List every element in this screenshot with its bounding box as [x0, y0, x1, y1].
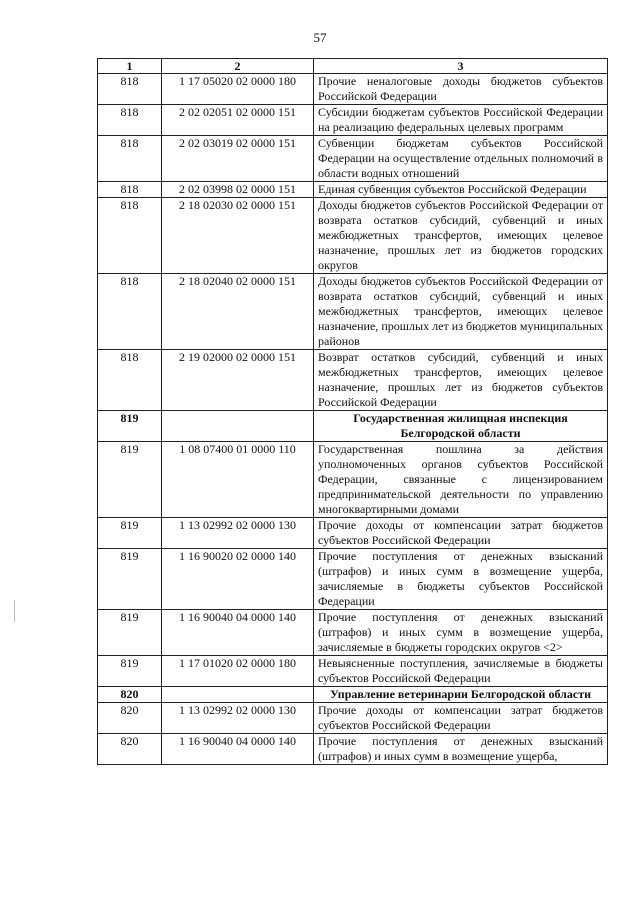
admin-code-cell: 819: [98, 656, 162, 687]
section-header-row: [98, 411, 608, 442]
page-number: 57: [313, 30, 327, 45]
admin-code-cell: 818: [98, 274, 162, 350]
revenue-description-cell: Невыясненные поступления, зачисляемые в бюджеты субъектов Российской Федерации: [314, 656, 608, 687]
table-row: [98, 610, 608, 656]
admin-code-cell: 820: [98, 703, 162, 734]
revenue-description-cell: Возврат остатков субсидий, субвенций и иных межбюджетных трансфертов, имеющих целевое назначение, прошлых лет из бюджетов субъектов Российской Федерации: [314, 350, 608, 411]
admin-code-cell: 818: [98, 74, 162, 105]
admin-code-cell: 820: [98, 687, 162, 703]
revenue-description-cell: Прочие поступления от денежных взысканий (штрафов) и иных сумм в возмещение ущерба,: [314, 734, 608, 765]
table-row: [98, 74, 608, 105]
section-header-row: [98, 687, 608, 703]
admin-code-cell: 818: [98, 350, 162, 411]
table-row: [98, 350, 608, 411]
header-col-2: 2: [162, 59, 314, 74]
revenue-code-cell: 1 16 90020 02 0000 140: [162, 549, 314, 610]
revenue-description-cell: Прочие поступления от денежных взысканий (штрафов) и иных сумм в возмещение ущерба, зачисляемые в бюджеты субъектов Российской Федерации: [314, 549, 608, 610]
admin-code-cell: 819: [98, 442, 162, 518]
admin-code-cell: 819: [98, 411, 162, 442]
revenue-description-cell: Прочие доходы от компенсации затрат бюджетов субъектов Российской Федерации: [314, 703, 608, 734]
revenue-code-cell: 1 17 01020 02 0000 180: [162, 656, 314, 687]
revenue-code-cell: 1 16 90040 04 0000 140: [162, 734, 314, 765]
revenue-code-cell: [162, 687, 314, 703]
revenue-description-cell: Прочие поступления от денежных взысканий (штрафов) и иных сумм в возмещение ущерба, зачисляемые в бюджеты городских округов <2>: [314, 610, 608, 656]
revenue-code-cell: 1 13 02992 02 0000 130: [162, 703, 314, 734]
revenue-description-cell: Субсидии бюджетам субъектов Российской Федерации на реализацию федеральных целевых программ: [314, 105, 608, 136]
revenue-description-cell: Прочие доходы от компенсации затрат бюджетов субъектов Российской Федерации: [314, 518, 608, 549]
table-row: [98, 198, 608, 274]
revenue-description-cell: Государственная пошлина за действия уполномоченных органов субъектов Российской Федерации, связанные с лицензированием предпринимательской деятельности по управлению многоквартирными домами: [314, 442, 608, 518]
admin-code-cell: 819: [98, 610, 162, 656]
table-header-row: [98, 59, 608, 74]
revenue-code-cell: 2 02 02051 02 0000 151: [162, 105, 314, 136]
table-row: [98, 656, 608, 687]
header-col-3: 3: [314, 59, 608, 74]
revenue-code-cell: 2 19 02000 02 0000 151: [162, 350, 314, 411]
table-row: [98, 136, 608, 182]
revenue-code-cell: 1 17 05020 02 0000 180: [162, 74, 314, 105]
revenue-code-cell: 2 18 02040 02 0000 151: [162, 274, 314, 350]
table-row: [98, 442, 608, 518]
margin-scan-mark: [14, 600, 15, 622]
section-title-cell: Государственная жилищная инспекция Белгородской области: [314, 411, 608, 442]
revenue-code-cell: 1 16 90040 04 0000 140: [162, 610, 314, 656]
revenue-codes-table: [97, 58, 608, 765]
revenue-code-cell: 1 08 07400 01 0000 110: [162, 442, 314, 518]
revenue-code-cell: 2 02 03019 02 0000 151: [162, 136, 314, 182]
table-row: [98, 274, 608, 350]
admin-code-cell: 819: [98, 518, 162, 549]
header-col-1: 1: [98, 59, 162, 74]
admin-code-cell: 818: [98, 136, 162, 182]
table-row: [98, 734, 608, 765]
revenue-description-cell: Доходы бюджетов субъектов Российской Федерации от возврата остатков субсидий, субвенций и иных межбюджетных трансфертов, имеющих целевое назначение, прошлых лет из бюджетов городских округов: [314, 198, 608, 274]
table-row: [98, 549, 608, 610]
table-row: [98, 518, 608, 549]
admin-code-cell: 818: [98, 198, 162, 274]
revenue-description-cell: Прочие неналоговые доходы бюджетов субъектов Российской Федерации: [314, 74, 608, 105]
section-title-cell: Управление ветеринарии Белгородской области: [314, 687, 608, 703]
admin-code-cell: 818: [98, 182, 162, 198]
table-row: [98, 703, 608, 734]
table-body: [98, 74, 608, 765]
admin-code-cell: 819: [98, 549, 162, 610]
revenue-code-cell: 2 02 03998 02 0000 151: [162, 182, 314, 198]
revenue-description-cell: Субвенции бюджетам субъектов Российской Федерации на осуществление отдельных полномочий в области водных отношений: [314, 136, 608, 182]
table-row: [98, 182, 608, 198]
table-row: [98, 105, 608, 136]
revenue-code-cell: 2 18 02030 02 0000 151: [162, 198, 314, 274]
revenue-code-cell: [162, 411, 314, 442]
revenue-description-cell: Единая субвенция субъектов Российской Федерации: [314, 182, 608, 198]
revenue-code-cell: 1 13 02992 02 0000 130: [162, 518, 314, 549]
admin-code-cell: 820: [98, 734, 162, 765]
revenue-description-cell: Доходы бюджетов субъектов Российской Федерации от возврата остатков субсидий, субвенций и иных межбюджетных трансфертов, имеющих целевое назначение, прошлых лет из бюджетов муниципальных районов: [314, 274, 608, 350]
admin-code-cell: 818: [98, 105, 162, 136]
